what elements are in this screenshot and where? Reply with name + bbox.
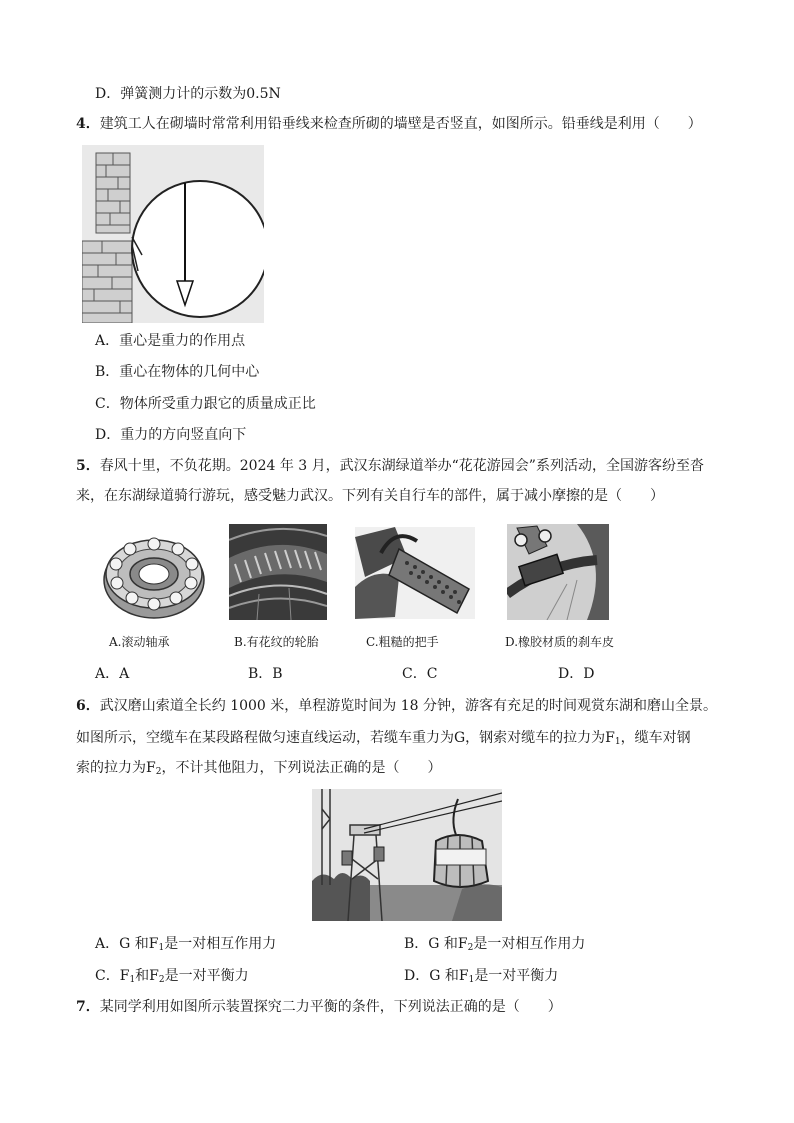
q5-option-b: B．B — [248, 666, 283, 682]
q4-option-d: D．重力的方向竖直向下 — [95, 427, 247, 443]
q6-option-a — [95, 934, 276, 958]
q6-sub-f2: 2 — [155, 767, 162, 777]
q5-caption-b: B.有花纹的轮胎 — [234, 635, 319, 649]
q5-caption-a: A.滚动轴承 — [109, 635, 170, 649]
q5-option-c: C．C — [402, 666, 438, 682]
ball-bearing-photo — [98, 528, 210, 624]
q3-option-d: D．弹簧测力计的示数为0.5N — [95, 86, 281, 102]
q6-number: 6． — [76, 698, 100, 714]
q5-option-d: D．D — [558, 666, 595, 682]
q6-option-d — [404, 966, 558, 990]
q4-option-b: B．重心在物体的几何中心 — [95, 364, 260, 380]
q6-option-c-post: 是一对平衡力 — [164, 968, 249, 984]
q6-stem-line3 — [76, 758, 441, 782]
q6-stem-3a: 索的拉力为F — [76, 760, 156, 776]
q5-caption-c: C.粗糙的把手 — [366, 635, 439, 649]
q6-option-d-sub: 1 — [468, 975, 475, 985]
q6-option-c-sub2: 2 — [158, 975, 165, 985]
q6-sub-f1: 1 — [614, 737, 621, 747]
tire-tread-photo — [229, 524, 327, 620]
q6-stem-line1 — [76, 696, 717, 716]
q6-option-d-pre: D．G 和F — [404, 968, 469, 984]
handlebar-grip-photo — [355, 527, 475, 619]
q4-number: 4． — [76, 116, 100, 132]
brake-pad-photo — [507, 524, 609, 620]
q6-option-c-mid: 和F — [135, 968, 159, 984]
q6-option-b-post: 是一对相互作用力 — [473, 936, 586, 952]
q4-option-a: A．重心是重力的作用点 — [95, 333, 246, 349]
magnifier-circle — [132, 181, 264, 317]
q6-option-c-pre: C．F — [95, 968, 130, 984]
q6-stem-2b: ，缆车对钢 — [620, 730, 691, 746]
plumb-line-figure — [82, 145, 264, 323]
q6-option-a-pre: A．G 和F — [95, 936, 159, 952]
q6-option-a-post: 是一对相互作用力 — [164, 936, 277, 952]
q6-option-c — [95, 966, 249, 990]
q6-option-c-sub1: 1 — [129, 975, 136, 985]
q4-option-c: C．物体所受重力跟它的质量成正比 — [95, 396, 316, 412]
q6-stem-text-1: 武汉磨山索道全长约 1000 米，单程游览时间为 18 分钟，游客有充足的时间观赏东湖和磨山全景。 — [99, 698, 717, 714]
q5-number: 5． — [76, 458, 100, 474]
q6-stem-2a: 如图所示，空缆车在某段路程做匀速直线运动，若缆车重力为G，钢索对缆车的拉力为F — [76, 730, 615, 746]
q5-stem-text-1: 春风十里，不负花期。2024 年 3 月，武汉东湖绿道举办“花花游园会”系列活动，全国游客纷至沓 — [99, 458, 704, 474]
q6-option-d-post: 是一对平衡力 — [474, 968, 559, 984]
q7-stem — [76, 997, 562, 1017]
q5-stem-line1 — [76, 456, 704, 476]
q7-stem-text: 某同学利用如图所示装置探究二力平衡的条件，下列说法正确的是（ ） — [99, 999, 562, 1015]
q5-option-a: A．A — [95, 666, 130, 682]
q6-stem-line2 — [76, 728, 691, 752]
q6-option-b-pre: B．G 和F — [404, 936, 468, 952]
q4-stem — [76, 114, 702, 134]
q6-option-b-sub: 2 — [467, 943, 474, 953]
q6-option-a-sub: 1 — [158, 943, 165, 953]
q5-stem-line2: 来，在东湖绿道骑行游玩，感受魅力武汉。下列有关自行车的部件，属于减小摩擦的是（ ） — [76, 488, 664, 504]
q4-stem-text: 建筑工人在砌墙时常常利用铅垂线来检查所砌的墙壁是否竖直，如图所示。铅垂线是利用（ ） — [99, 116, 702, 132]
q6-stem-3b: ，不计其他阻力，下列说法正确的是（ ） — [161, 760, 442, 776]
cable-car-photo — [312, 789, 502, 921]
q6-option-b — [404, 934, 585, 958]
q5-caption-d: D.橡胶材质的刹车皮 — [505, 635, 615, 649]
q7-number: 7． — [76, 999, 100, 1015]
